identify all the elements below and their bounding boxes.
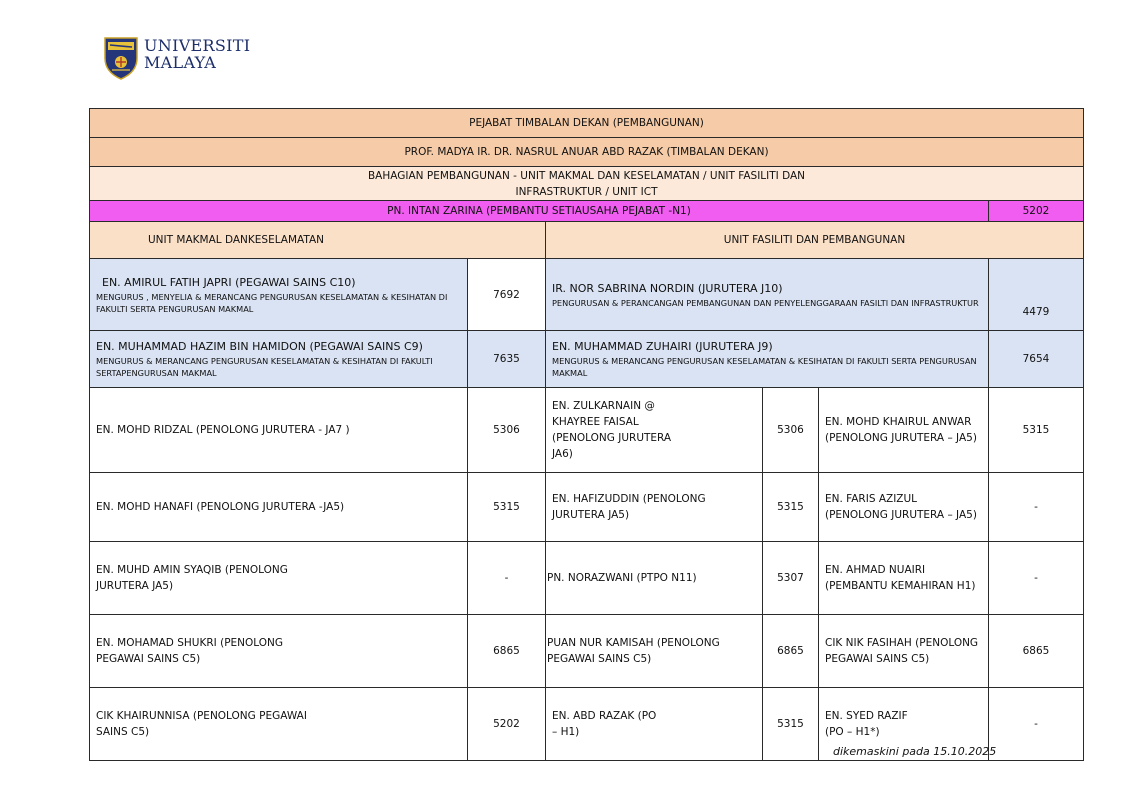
- officer-row: [90, 331, 1084, 388]
- division-title: [90, 167, 1084, 201]
- unit-header-row: [90, 222, 1084, 259]
- logo-line2: MALAYA: [144, 53, 217, 72]
- staff-ext: 6865: [468, 615, 546, 688]
- office-row: [90, 109, 1084, 138]
- unit-lab-header: UNIT MAKMAL DANKESELAMATAN: [90, 222, 546, 259]
- staff-name: EN. MUHD AMIN SYAQIB (PENOLONG JURUTERA JA5): [90, 542, 468, 615]
- office-title: PEJABAT TIMBALAN DEKAN (PEMBANGUNAN): [90, 109, 1084, 138]
- division-line1: BAHAGIAN PEMBANGUNAN - UNIT MAKMAL DAN KESELAMATAN / UNIT FASILITI DAN: [367, 169, 806, 182]
- officer-row: [90, 259, 1084, 331]
- staff-name: EN. FARIS AZIZUL (PENOLONG JURUTERA – JA5): [819, 473, 989, 542]
- staff-ext: 5315: [989, 388, 1084, 473]
- secretary-name: PN. INTAN ZARINA (PEMBANTU SETIAUSAHA PEJABAT -N1): [90, 201, 989, 222]
- staff-name: EN. HAFIZUDDIN (PENOLONG JURUTERA JA5): [546, 473, 763, 542]
- staff-ext: 5202: [468, 688, 546, 761]
- staff-name: PUAN NUR KAMISAH (PENOLONG PEGAWAI SAINS C5): [546, 615, 763, 688]
- staff-ext: 6865: [763, 615, 819, 688]
- officer-name: IR. NOR SABRINA NORDIN (JURUTERA J10): [552, 281, 783, 295]
- staff-name: CIK NIK FASIHAH (PENOLONG PEGAWAI SAINS C5): [819, 615, 989, 688]
- university-crest-icon: [104, 36, 138, 80]
- updated-date: dikemaskini pada 15.10.2025: [833, 745, 997, 758]
- officer-left: [90, 259, 468, 331]
- officer-ext: 4479: [989, 259, 1084, 331]
- deputy-dean: PROF. MADYA IR. DR. NASRUL ANUAR ABD RAZAK (TIMBALAN DEKAN): [90, 138, 1084, 167]
- staff-name: EN. MOHD RIDZAL (PENOLONG JURUTERA - JA7 ): [90, 388, 468, 473]
- staff-ext: -: [989, 542, 1084, 615]
- staff-row: [90, 388, 1084, 473]
- staff-name: EN. AHMAD NUAIRI (PEMBANTU KEMAHIRAN H1): [819, 542, 989, 615]
- officer-name: EN. MUHAMMAD HAZIM BIN HAMIDON (PEGAWAI SAINS C9): [96, 340, 423, 353]
- staff-ext: 5315: [468, 473, 546, 542]
- staff-row: [90, 473, 1084, 542]
- staff-name: EN. MOHD HANAFI (PENOLONG JURUTERA -JA5): [90, 473, 468, 542]
- staff-name: EN. MOHD KHAIRUL ANWAR (PENOLONG JURUTERA – JA5): [819, 388, 989, 473]
- officer-ext: 7692: [468, 259, 546, 331]
- staff-ext: 5306: [468, 388, 546, 473]
- secretary-ext: 5202: [989, 201, 1084, 222]
- officer-description: MENGURUS , MENYELIA & MERANCANG PENGURUSAN KESELAMATAN & KESIHATAN DI FAKULTI SERTA PENGURUSAN MAKMAL: [96, 291, 448, 314]
- officer-description: MENGURUS & MERANCANG PENGURUSAN KESELAMATAN & KESIHATAN DI FAKULTI SERTA PENGURUSAN MAKMAL: [552, 356, 977, 378]
- logo-line1: UNIVERSITI: [144, 36, 251, 55]
- officer-name: EN. MUHAMMAD ZUHAIRI (JURUTERA J9): [552, 340, 773, 353]
- staff-ext: 5315: [763, 688, 819, 761]
- secretary-row: [90, 201, 1084, 222]
- officer-ext: 7635: [468, 331, 546, 388]
- staff-ext: -: [989, 473, 1084, 542]
- staff-ext: 5315: [763, 473, 819, 542]
- division-line2: INFRASTRUKTUR / UNIT ICT: [515, 185, 658, 198]
- staff-ext: 5306: [763, 388, 819, 473]
- officer-right: [546, 259, 989, 331]
- division-row: [90, 167, 1084, 201]
- staff-name: EN. SYED RAZIF (PO – H1*): [819, 688, 989, 761]
- staff-ext: -: [989, 688, 1084, 761]
- staff-ext: 6865: [989, 615, 1084, 688]
- staff-name: EN. ABD RAZAK (PO – H1): [546, 688, 763, 761]
- staff-ext: 5307: [763, 542, 819, 615]
- universiti-malaya-logo: [104, 36, 264, 82]
- officer-description: MENGURUS & MERANCANG PENGURUSAN KESELAMATAN & KESIHATAN DI FAKULTI SERTAPENGURUSAN MAKMAL: [96, 356, 433, 378]
- officer-name: EN. AMIRUL FATIH JAPRI (PEGAWAI SAINS C10): [102, 275, 356, 289]
- officer-ext: 7654: [989, 331, 1084, 388]
- staff-name: EN. MOHAMAD SHUKRI (PENOLONG PEGAWAI SAINS C5): [90, 615, 468, 688]
- staff-name: PN. NORAZWANI (PTPO N11): [546, 542, 763, 615]
- staff-ext: -: [468, 542, 546, 615]
- staff-row: [90, 542, 1084, 615]
- staff-row: [90, 615, 1084, 688]
- officer-left: [90, 331, 468, 388]
- deputy-row: [90, 138, 1084, 167]
- officer-description: PENGURUSAN & PERANCANGAN PEMBANGUNAN DAN PENYELENGGARAAN FASILTI DAN INFRASTRUKTUR: [552, 297, 979, 308]
- unit-facility-header: UNIT FASILITI DAN PEMBANGUNAN: [546, 222, 1084, 259]
- staff-name: EN. ZULKARNAIN @ KHAYREE FAISAL (PENOLONG JURUTERA JA6): [546, 388, 763, 473]
- officer-right: [546, 331, 989, 388]
- staff-name: CIK KHAIRUNNISA (PENOLONG PEGAWAI SAINS C5): [90, 688, 468, 761]
- org-chart-table: [89, 108, 1084, 761]
